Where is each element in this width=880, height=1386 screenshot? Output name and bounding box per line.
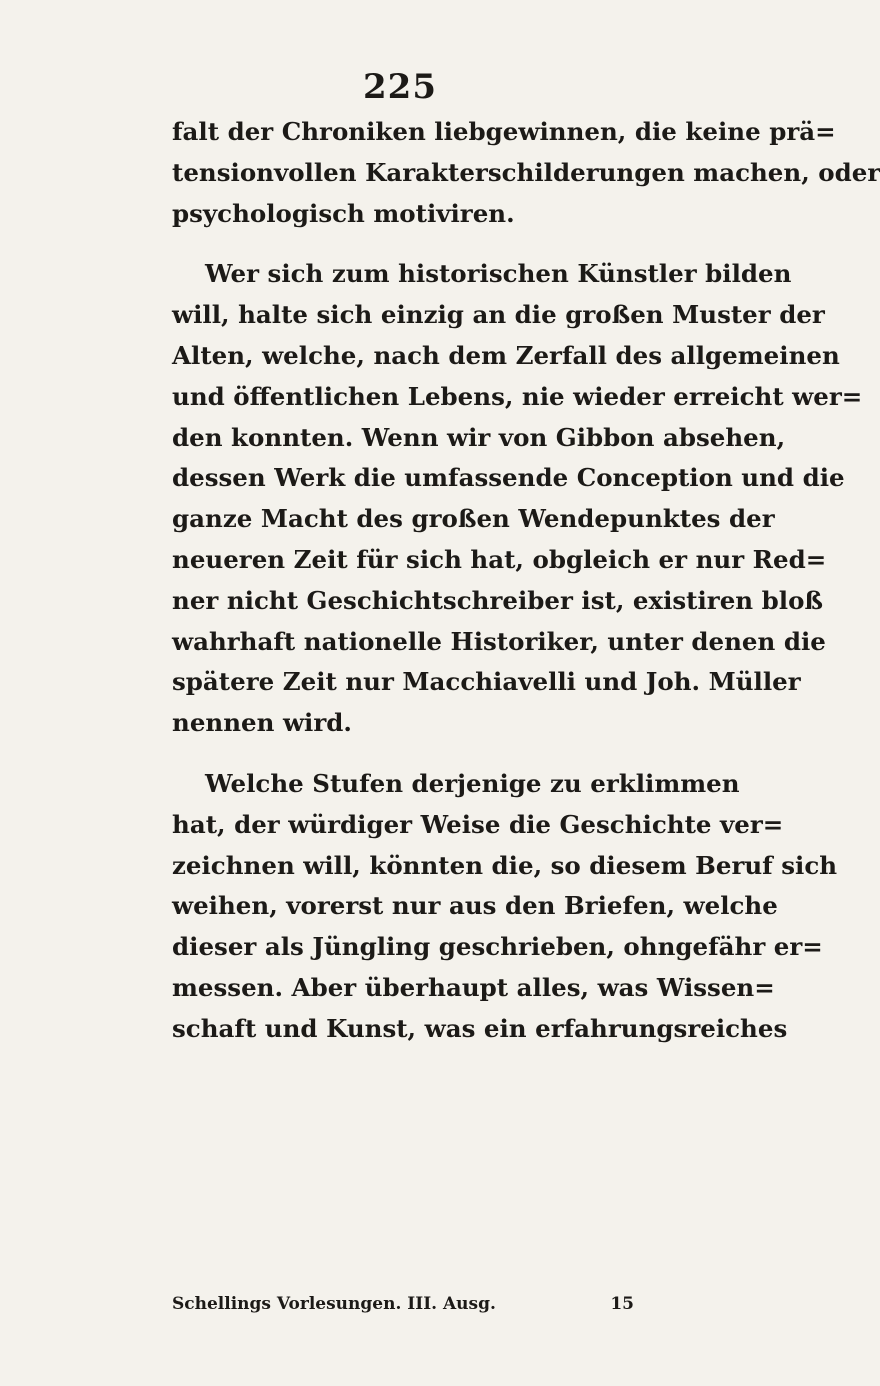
text-line: den konnten. Wenn wir von Gibbon absehen, — [172, 422, 786, 452]
page-number: 225 — [363, 67, 437, 107]
text-line: und öffentlichen Lebens, nie wieder erreicht wer= — [172, 381, 863, 411]
text-line: Wer sich zum historischen Künstler bilden — [205, 259, 792, 289]
text-line: dieser als Jüngling geschrieben, ohngefähr er= — [172, 932, 823, 962]
text-line: ganze Macht des großen Wendepunktes der — [172, 504, 775, 534]
text-line: falt der Chroniken liebgewinnen, die keine prä= — [172, 117, 836, 146]
text-line: nennen wird. — [172, 708, 352, 738]
text-line: Welche Stufen derjenige zu erklimmen — [205, 768, 740, 798]
text-line: weihen, vorerst nur aus den Briefen, welche — [172, 891, 778, 921]
text-line: ner nicht Geschichtschreiber ist, existiren bloß — [172, 585, 824, 615]
text-line: psychologisch motiviren. — [172, 198, 515, 228]
body-text — [172, 112, 880, 1050]
text-line: schaft und Kunst, was ein erfahrungsreiches — [172, 1013, 788, 1043]
text-line: wahrhaft nationelle Historiker, unter denen die — [172, 626, 826, 656]
page-footer — [172, 1290, 702, 1318]
text-line: neueren Zeit für sich hat, obgleich er nur Red= — [172, 544, 827, 574]
text-line: hat, der würdiger Weise die Geschichte ver= — [172, 809, 784, 839]
sheet-number: 15 — [610, 1294, 634, 1314]
text-line: tensionvollen Karakterschilderungen machen, oder — [172, 157, 880, 187]
text-line: dessen Werk die umfassende Conception und die — [172, 463, 845, 493]
signature-mark: Schellings Vorlesungen. III. Ausg. — [172, 1294, 496, 1314]
text-line: zeichnen will, könnten die, so diesem Beruf sich — [172, 850, 838, 880]
text-line: messen. Aber überhaupt alles, was Wissen= — [172, 972, 775, 1002]
text-line: will, halte sich einzig an die großen Muster der — [172, 300, 825, 330]
text-line: spätere Zeit nur Macchiavelli und Joh. Müller — [172, 667, 801, 697]
text-line: Alten, welche, nach dem Zerfall des allgemeinen — [172, 340, 840, 370]
